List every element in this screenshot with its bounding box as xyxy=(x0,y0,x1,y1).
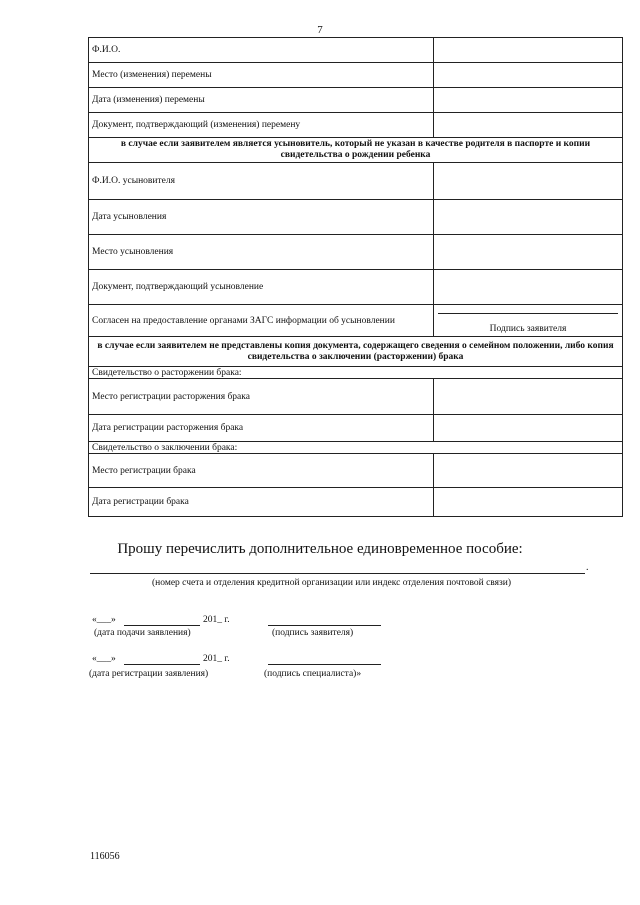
specialist-sign-caption: (подпись специалиста)» xyxy=(264,669,362,679)
change-doc-field[interactable] xyxy=(434,113,623,138)
divorce-place-field[interactable] xyxy=(434,379,623,415)
divorce-date-label: Дата регистрации расторжения брака xyxy=(89,415,434,442)
applicant-sign-caption: (подпись заявителя) xyxy=(272,628,354,638)
application-table xyxy=(88,37,623,517)
registration-date-month-line[interactable] xyxy=(124,664,200,665)
payment-heading: Прошу перечислить дополнительное единовременное пособие: xyxy=(117,541,523,557)
specialist-sign-line[interactable] xyxy=(268,664,381,665)
adopter-fio-label: Ф.И.О. усыновителя xyxy=(89,163,434,200)
applicant-signature-label: Подпись заявителя xyxy=(489,324,567,334)
divorce-cert-label: Свидетельство о расторжении брака: xyxy=(89,367,623,379)
marriage-place-label: Место регистрации брака xyxy=(89,454,434,488)
marriage-date-field[interactable] xyxy=(434,488,623,517)
applicant-signature-cell[interactable] xyxy=(434,305,623,337)
divorce-date-field[interactable] xyxy=(434,415,623,442)
applicant-sign-line[interactable] xyxy=(268,625,381,626)
adoption-date-field[interactable] xyxy=(434,200,623,235)
marriage-cert-label: Свидетельство о заключении брака: xyxy=(89,442,623,454)
registration-date-year: 201_ г. xyxy=(203,654,230,664)
consent-label: Согласен на предоставление органами ЗАГС информации об усыновлении xyxy=(89,305,434,337)
change-place-field[interactable] xyxy=(434,63,623,88)
adopter-fio-field[interactable] xyxy=(434,163,623,200)
marriage-section-header: в случае если заявителем не представлены копия документа, содержащего сведения о семейном положении, либо копия свидетельства о заключении (расторжении) брака xyxy=(89,337,623,367)
adoption-doc-label: Документ, подтверждающий усыновление xyxy=(89,270,434,305)
account-input-line[interactable] xyxy=(90,573,585,574)
fio-field[interactable] xyxy=(434,38,623,63)
account-caption: (номер счета и отделения кредитной организации или индекс отделения почтовой связи) xyxy=(152,578,512,588)
change-doc-label: Документ, подтверждающий (изменения) перемену xyxy=(89,113,434,138)
adoption-date-label: Дата усыновления xyxy=(89,200,434,235)
page-number: 7 xyxy=(317,24,323,36)
adopter-section-header: в случае если заявителем является усыновитель, который не указан в качестве родителя в паспорте и копии свидетельства о рождении ребенка xyxy=(89,138,623,163)
registration-date-day: «___» xyxy=(92,654,116,664)
change-date-field[interactable] xyxy=(434,88,623,113)
change-date-label: Дата (изменения) перемены xyxy=(89,88,434,113)
marriage-place-field[interactable] xyxy=(434,454,623,488)
adoption-place-field[interactable] xyxy=(434,235,623,270)
fio-label: Ф.И.О. xyxy=(89,38,434,63)
form-code: 116056 xyxy=(90,851,120,862)
marriage-date-label: Дата регистрации брака xyxy=(89,488,434,517)
submission-date-month-line[interactable] xyxy=(124,625,200,626)
registration-date-caption: (дата регистрации заявления) xyxy=(89,669,209,679)
submission-date-day: «___» xyxy=(92,615,116,625)
divorce-place-label: Место регистрации расторжения брака xyxy=(89,379,434,415)
adoption-doc-field[interactable] xyxy=(434,270,623,305)
line-dot: . xyxy=(586,562,589,573)
adoption-place-label: Место усыновления xyxy=(89,235,434,270)
submission-date-year: 201_ г. xyxy=(203,615,230,625)
submission-date-caption: (дата подачи заявления) xyxy=(94,628,191,638)
signature-line xyxy=(438,313,618,314)
change-place-label: Место (изменения) перемены xyxy=(89,63,434,88)
